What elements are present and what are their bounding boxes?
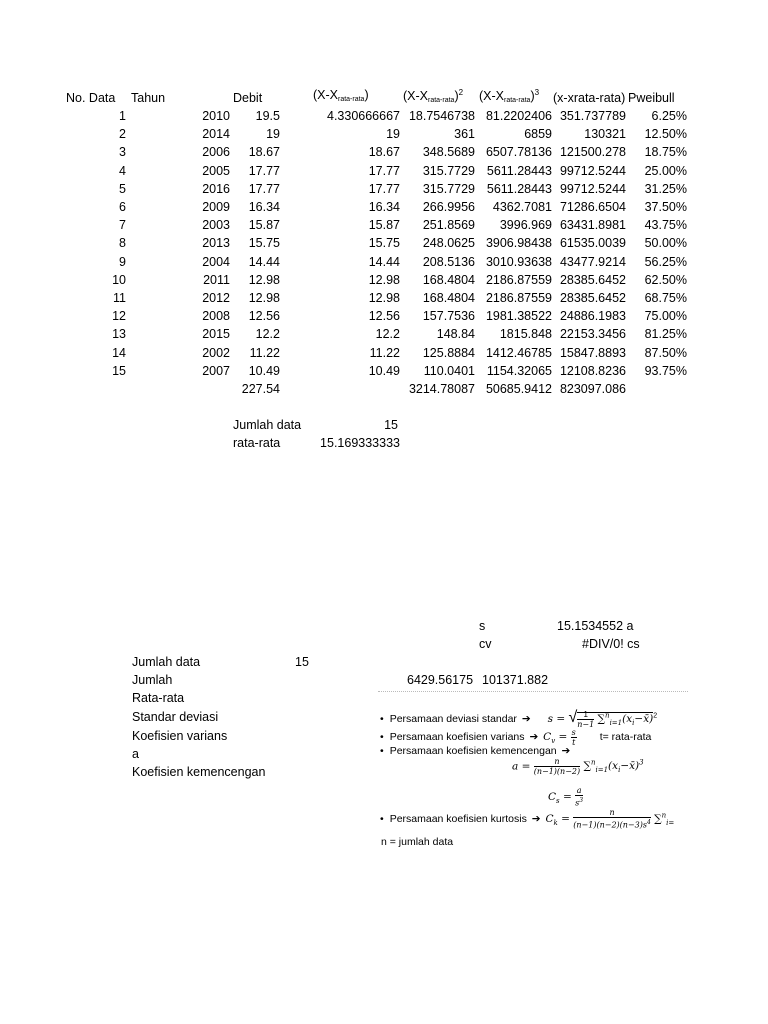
cell-squared: 248.0625 (422, 236, 475, 251)
cell-pweibull: 50.00% (644, 236, 687, 251)
lower-jumlah-v1: 6429.56175 (407, 673, 474, 687)
cell-squared: 148.84 (436, 327, 475, 342)
cell-deviation: 12.98 (368, 272, 400, 287)
cell-pweibull: 12.50% (644, 127, 687, 142)
cell-deviation: 10.49 (368, 363, 400, 378)
cell-no: 6 (119, 200, 126, 214)
cell-cubed: 5611.28443 (486, 181, 552, 196)
cell-cubed: 1815.848 (499, 327, 552, 342)
stat-cv-label: cv (479, 637, 492, 651)
cell-cubed: 3010.93638 (485, 254, 552, 269)
cell-debit: 12.56 (248, 309, 280, 324)
cell-debit: 19.5 (255, 109, 280, 123)
table-row (0, 291, 768, 309)
cell-fourth: 43477.9214 (559, 254, 626, 269)
cell-fourth: 99712.5244 (559, 163, 626, 178)
lower-kv-label: Koefisien varians (132, 729, 228, 743)
cell-debit: 16.34 (248, 200, 280, 214)
table-row (0, 109, 768, 127)
cell-no: 10 (112, 272, 126, 287)
cell-pweibull: 43.75% (644, 218, 687, 233)
lower-jumlah-data-label: Jumlah data (132, 655, 201, 669)
cell-cubed: 2186.87559 (485, 272, 552, 287)
lower-std-label: Standar deviasi (132, 710, 219, 724)
cell-tahun: 2003 (202, 218, 230, 233)
cell-debit: 15.75 (248, 236, 280, 251)
cell-debit: 17.77 (248, 181, 280, 196)
cell-debit: 18.67 (248, 145, 280, 160)
cell-pweibull: 81.25% (644, 327, 687, 342)
total-squared: 3214.78087 (408, 382, 475, 396)
cell-no: 3 (119, 145, 126, 160)
stat-cv-value: #DIV/0! cs (582, 637, 640, 651)
cell-pweibull: 31.25% (644, 181, 687, 196)
lower-jumlah-label: Jumlah (132, 673, 173, 687)
cell-tahun: 2009 (202, 200, 230, 214)
header-deviation-squared: $(X-X_{rata-rata})^2$ (403, 88, 464, 104)
table-row (0, 273, 768, 291)
cell-cubed: 81.2202406 (485, 109, 552, 123)
cell-deviation: 16.34 (368, 200, 400, 214)
table-row (0, 327, 768, 345)
cell-tahun: 2011 (203, 272, 230, 287)
cell-no: 13 (112, 327, 126, 342)
cell-pweibull: 87.50% (644, 345, 687, 360)
cell-deviation: 12.2 (375, 327, 400, 342)
formula-border (378, 691, 688, 692)
summary-rata-label: rata-rata (233, 436, 281, 450)
cell-tahun: 2008 (202, 309, 230, 324)
cell-tahun: 2016 (202, 181, 230, 196)
stat-s-value: 15.1534552 a (557, 619, 634, 633)
cell-no: 12 (112, 309, 126, 324)
cell-cubed: 5611.28443 (486, 163, 552, 178)
header-tahun: Tahun (131, 91, 166, 105)
cell-squared: 18.7546738 (408, 109, 475, 123)
cell-tahun: 2006 (202, 145, 230, 160)
cell-no: 2 (119, 127, 126, 142)
formula-std: • Persamaan deviasi standar ➔ s = √ $\frac{1}{n-1}$ $\sum^n_{i=1}(x_i-x̄)^2$ (380, 709, 657, 729)
cell-squared: 168.4804 (422, 272, 475, 287)
total-debit: 227.54 (241, 382, 280, 396)
lower-rata-label: Rata-rata (132, 691, 185, 705)
cell-cubed: 4362.7081 (492, 200, 552, 214)
cell-deviation: 11.22 (369, 345, 400, 360)
cell-cubed: 1981.38522 (485, 309, 552, 324)
cell-no: 15 (112, 363, 126, 378)
cell-no: 4 (119, 163, 126, 178)
header-debit: Debit (233, 91, 263, 105)
cell-cubed: 1154.32065 (486, 363, 552, 378)
cell-squared: 168.4804 (422, 291, 475, 305)
cell-no: 5 (119, 181, 126, 196)
cell-debit: 12.2 (255, 327, 280, 342)
cell-squared: 348.5689 (422, 145, 475, 160)
formula-cs: $C_s$ = $\frac{a}{s^3}$ (548, 786, 584, 808)
cell-pweibull: 6.25% (651, 109, 687, 123)
cell-deviation: 14.44 (368, 254, 400, 269)
cell-deviation: 17.77 (368, 181, 400, 196)
formula-a: a = $\frac{n}{(n-1)(n-2)}$ $\sum^n_{i=1}(x_i-x̄)^3$ (512, 757, 644, 776)
cell-squared: 266.9956 (422, 200, 475, 214)
cell-fourth: 63431.8981 (559, 218, 626, 233)
table-row (0, 182, 768, 200)
cell-cubed: 3906.98438 (485, 236, 552, 251)
stat-s-label: s (479, 619, 486, 633)
cell-debit: 17.77 (248, 163, 280, 178)
cell-fourth: 12108.8236 (559, 363, 626, 378)
summary-jumlah-label: Jumlah data (233, 418, 302, 432)
formula-skew: • Persamaan koefisien kemencengan ➔ (380, 745, 570, 757)
table-row (0, 200, 768, 218)
totals-row (0, 382, 768, 400)
cell-pweibull: 75.00% (644, 309, 687, 324)
cell-pweibull: 62.50% (644, 272, 687, 287)
cell-tahun: 2013 (202, 236, 230, 251)
table-row (0, 164, 768, 182)
cell-fourth: 28385.6452 (559, 291, 626, 305)
cell-squared: 208.5136 (422, 254, 475, 269)
cell-tahun: 2015 (202, 327, 230, 342)
cell-fourth: 351.737789 (559, 109, 626, 123)
cell-pweibull: 25.00% (644, 163, 687, 178)
cell-pweibull: 93.75% (644, 363, 687, 378)
table-row (0, 145, 768, 163)
cell-fourth: 121500.278 (559, 145, 626, 160)
cell-debit: 15.87 (248, 218, 280, 233)
header-no: No. Data (66, 91, 116, 105)
cell-no: 11 (113, 291, 126, 305)
cell-cubed: 2186.87559 (485, 291, 552, 305)
cell-no: 7 (119, 218, 126, 233)
cell-tahun: 2002 (202, 345, 230, 360)
header-deviation: $(X-X_{rata-rata})$ (313, 88, 369, 103)
cell-cubed: 6859 (524, 127, 552, 142)
cell-squared: 315.7729 (422, 181, 475, 196)
summary-rata-value: 15.169333333 (320, 436, 400, 450)
cell-squared: 251.8569 (422, 218, 475, 233)
cell-deviation: 15.87 (368, 218, 400, 233)
cell-debit: 12.98 (248, 272, 280, 287)
cell-fourth: 28385.6452 (559, 272, 626, 287)
cell-fourth: 24886.1983 (559, 309, 626, 324)
cell-fourth: 99712.5244 (559, 181, 626, 196)
table-row (0, 127, 768, 145)
lower-kk-label: Koefisien kemencengan (132, 765, 266, 779)
cell-tahun: 2005 (202, 163, 230, 178)
cell-pweibull: 56.25% (644, 254, 687, 269)
cell-fourth: 15847.8893 (559, 345, 626, 360)
cell-no: 8 (119, 236, 126, 251)
cell-deviation: 4.330666667 (327, 109, 400, 123)
cell-cubed: 3996.969 (499, 218, 552, 233)
cell-fourth: 71286.6504 (559, 200, 626, 214)
cell-debit: 10.49 (248, 363, 280, 378)
cell-tahun: 2010 (202, 109, 230, 123)
table-row (0, 255, 768, 273)
cell-debit: 14.44 (248, 254, 280, 269)
cell-no: 14 (112, 345, 126, 360)
cell-fourth: 22153.3456 (559, 327, 626, 342)
cell-tahun: 2007 (202, 363, 230, 378)
cell-tahun: 2014 (202, 127, 230, 142)
cell-pweibull: 37.50% (644, 200, 687, 214)
cell-squared: 315.7729 (422, 163, 475, 178)
cell-squared: 361 (454, 127, 475, 142)
cell-squared: 110.0401 (423, 363, 475, 378)
cell-deviation: 19 (386, 127, 400, 142)
header-deviation-fourth: (x-xrata-rata) (553, 91, 626, 105)
table-row (0, 218, 768, 236)
table-row (0, 346, 768, 364)
summary-jumlah-value: 15 (384, 418, 398, 432)
header-deviation-cubed: $(X-X_{rata-rata})^3$ (479, 88, 540, 104)
cell-tahun: 2004 (202, 254, 230, 269)
cell-debit: 11.22 (249, 345, 280, 360)
cell-deviation: 17.77 (368, 163, 400, 178)
cell-cubed: 1412.46785 (485, 345, 552, 360)
formula-kurtosis: • Persamaan koefisien kurtosis ➔ $C_k$ = $\frac{n}{(n-1)(n-2)(n-3)s^4}$ ∑$^n_{i=}$ (380, 808, 674, 830)
table-row (0, 364, 768, 382)
lower-jumlah-data-value: 15 (295, 655, 309, 669)
header-pweibull: Pweibull (628, 91, 675, 105)
lower-a-label: a (132, 747, 139, 761)
formula-cv: • Persamaan koefisien varians ➔ $C_v$ = $\frac{s}{t̄}$ t= rata-rata (380, 728, 651, 747)
cell-no: 9 (119, 254, 126, 269)
cell-pweibull: 18.75% (644, 145, 687, 160)
cell-no: 1 (119, 109, 126, 123)
total-cubed: 50685.9412 (485, 382, 552, 396)
cell-tahun: 2012 (202, 291, 230, 305)
cell-pweibull: 68.75% (644, 291, 687, 305)
cell-deviation: 18.67 (368, 145, 400, 160)
table-row (0, 309, 768, 327)
cell-deviation: 12.98 (368, 291, 400, 305)
cell-deviation: 12.56 (368, 309, 400, 324)
cell-squared: 125.8884 (422, 345, 475, 360)
cell-fourth: 61535.0039 (559, 236, 626, 251)
lower-jumlah-v2: 101371.882 (482, 673, 549, 687)
table-row (0, 236, 768, 254)
cell-fourth: 130321 (584, 127, 626, 142)
total-fourth: 823097.086 (559, 382, 626, 396)
cell-squared: 157.7536 (422, 309, 475, 324)
cell-deviation: 15.75 (368, 236, 400, 251)
cell-debit: 19 (266, 127, 280, 142)
cell-debit: 12.98 (248, 291, 280, 305)
cell-cubed: 6507.78136 (485, 145, 552, 160)
formula-note: n = jumlah data (381, 836, 454, 848)
